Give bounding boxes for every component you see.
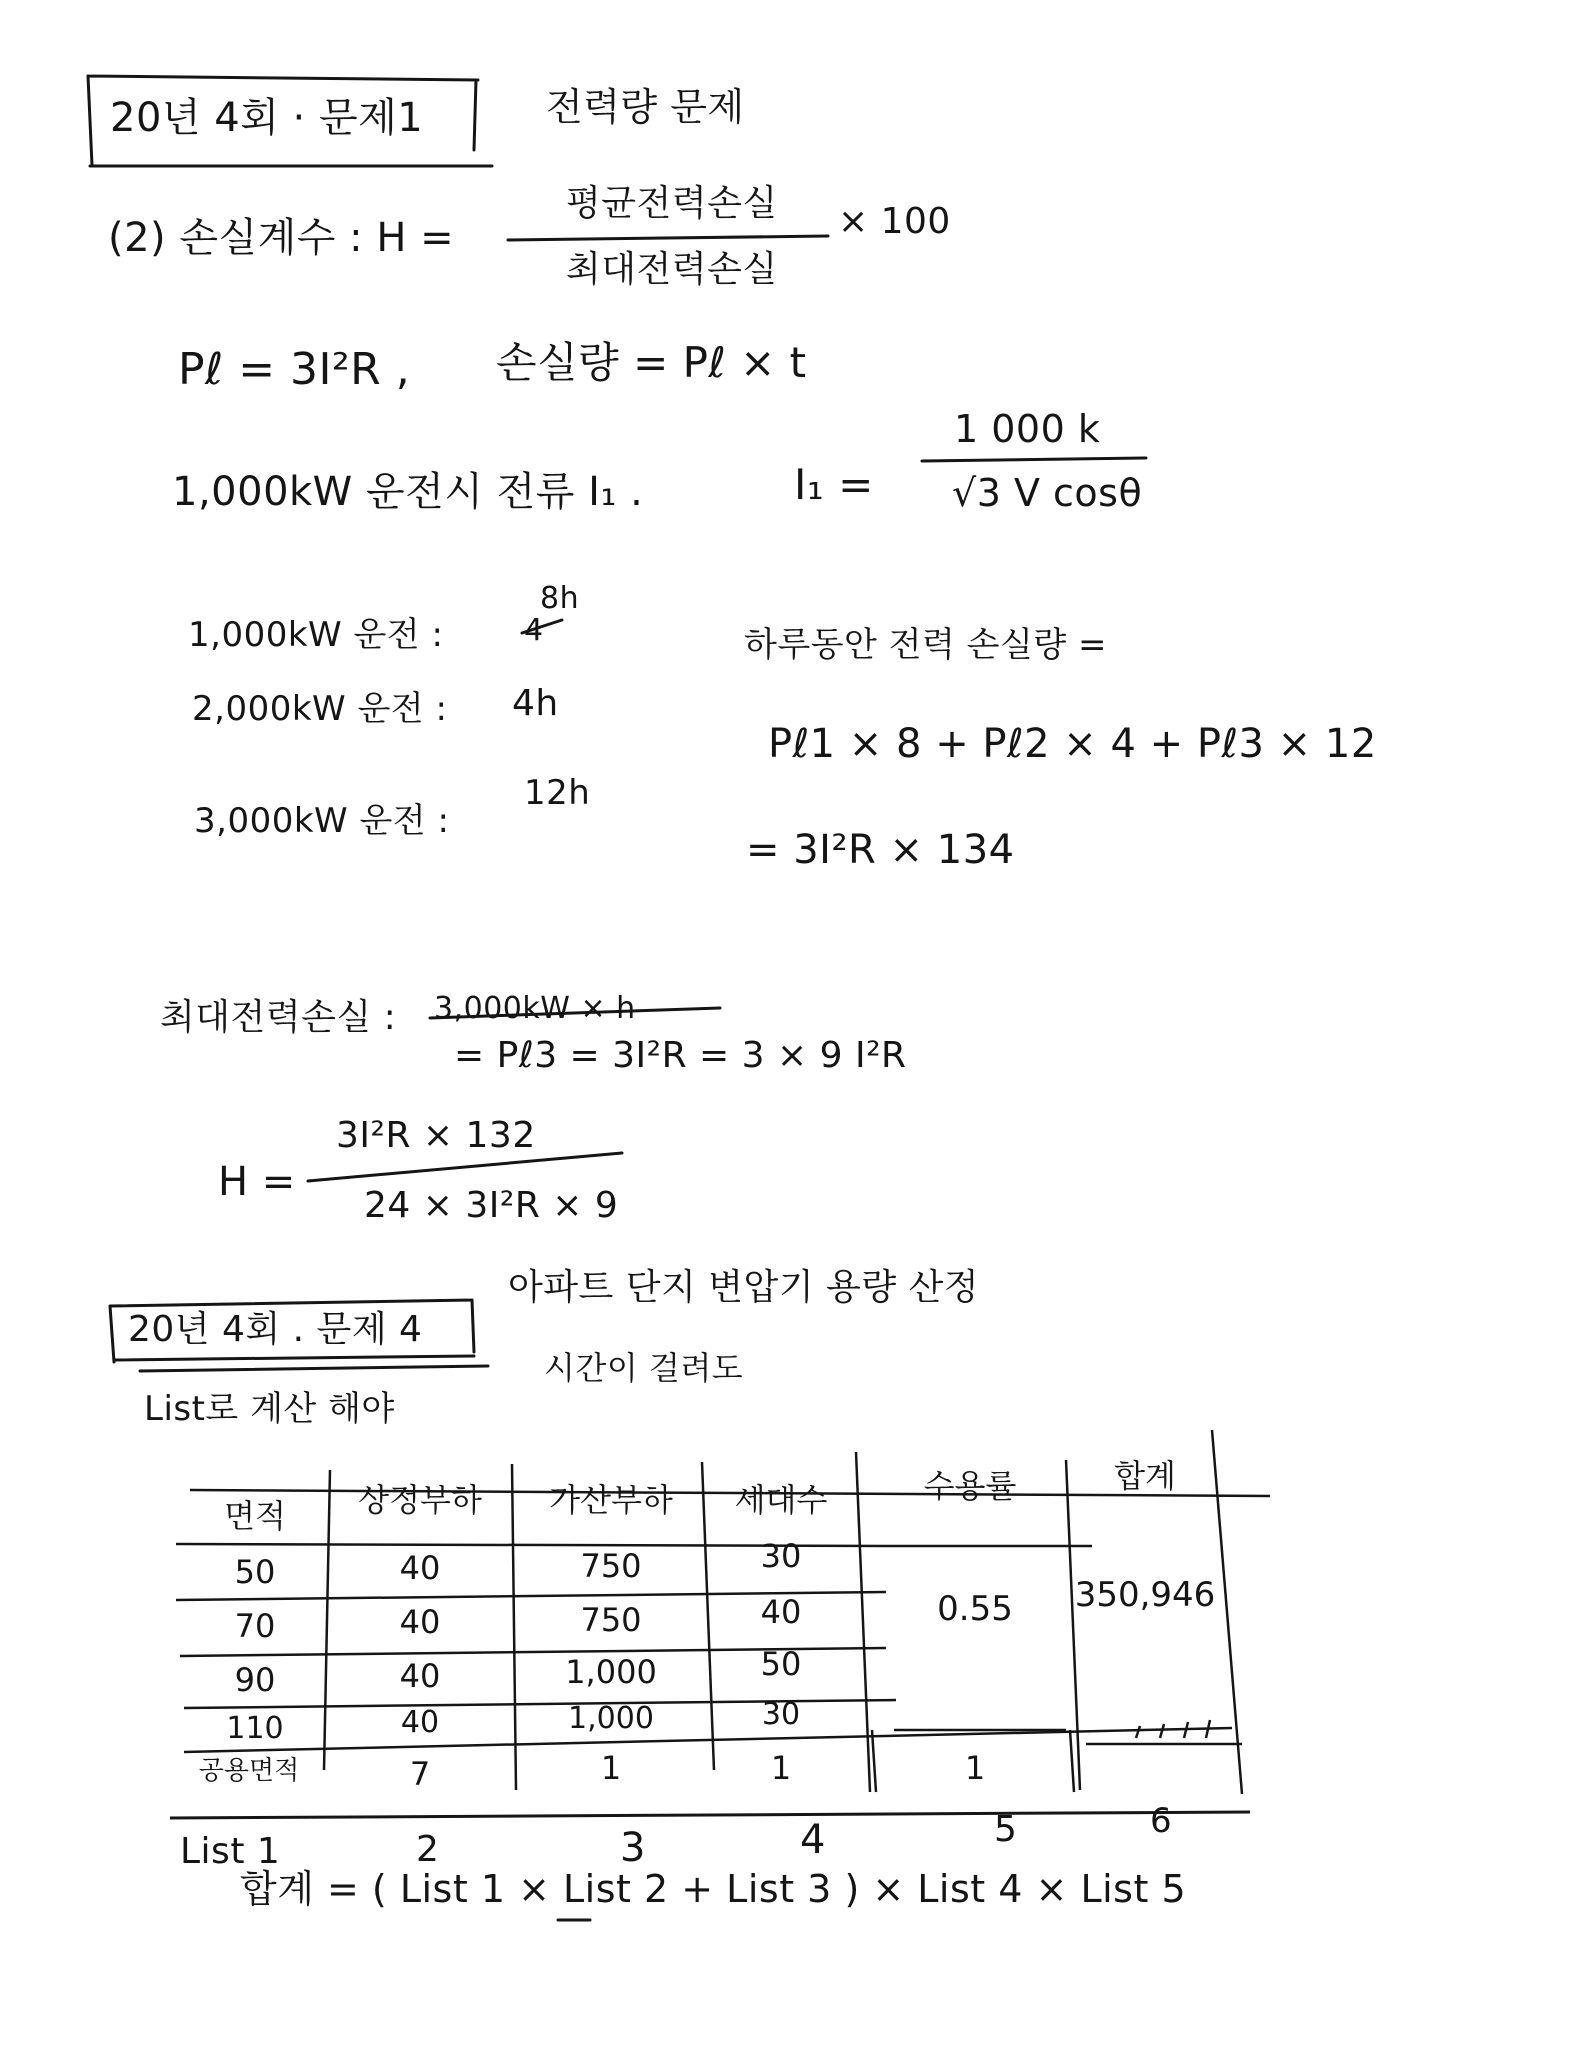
table-cell: 30 bbox=[761, 1697, 801, 1732]
table-cell: 110 bbox=[226, 1711, 284, 1746]
table-cell: 50 bbox=[234, 1553, 276, 1591]
daily-loss-expression: Pℓ1 × 8 + Pℓ2 × 4 + Pℓ3 × 12 bbox=[768, 721, 1377, 767]
max-loss-expression: = Pℓ3 = 3I²R = 3 × 9 I²R bbox=[454, 1035, 907, 1076]
total-formula: 합계 = ( List 1 × List 2 + List 3 ) × List 4 × List 5 bbox=[240, 1867, 1187, 1911]
table-cell: 1 bbox=[600, 1749, 622, 1787]
h-numerator: 3I²R × 132 bbox=[336, 1115, 536, 1156]
list-label-6: 6 bbox=[1150, 1801, 1173, 1841]
demand-factor-value: 0.55 bbox=[937, 1589, 1013, 1629]
h-label: H = bbox=[218, 1159, 296, 1205]
table-header-total: 합계 bbox=[1114, 1457, 1176, 1495]
current-definition: 1,000kW 운전시 전류 I₁ . bbox=[172, 469, 644, 515]
i1-label: I₁ = bbox=[794, 460, 874, 509]
daily-loss-label: 하루동안 전력 손실량 = bbox=[744, 625, 1108, 665]
section1-title: 20년 4회 · 문제1 bbox=[110, 95, 424, 141]
table-cell: 90 bbox=[234, 1661, 276, 1699]
loss-amount-formula: 손실량 = Pℓ × t bbox=[496, 338, 807, 387]
table-cell: 40 bbox=[760, 1593, 802, 1631]
section2-topic-line2: 시간이 걸려도 bbox=[544, 1349, 744, 1387]
operation-1-hours: 8h bbox=[540, 581, 580, 616]
operation-1-struck: 4 bbox=[524, 613, 544, 648]
table-header-demand-factor: 수용률 bbox=[923, 1467, 1017, 1505]
list-calc-note: List로 계산 해야 bbox=[144, 1389, 395, 1429]
table-cell: 1 bbox=[964, 1749, 986, 1787]
table-cell: 30 bbox=[760, 1537, 802, 1575]
fraction1-denominator: 최대전력손실 bbox=[566, 249, 778, 290]
table-cell: 40 bbox=[399, 1549, 441, 1587]
operation-2-hours: 4h bbox=[512, 683, 559, 724]
table-header-area: 면적 bbox=[224, 1497, 286, 1535]
pl-formula: Pℓ = 3I²R , bbox=[178, 344, 411, 395]
loss-coefficient-label: (2) 손실계수 : H = bbox=[108, 215, 455, 261]
operation-3-label: 3,000kW 운전 : bbox=[194, 801, 450, 841]
fraction1-multiplier: × 100 bbox=[838, 201, 951, 242]
table-cell: 7 bbox=[409, 1755, 431, 1793]
operation-2-label: 2,000kW 운전 : bbox=[192, 689, 448, 729]
fraction1-numerator: 평균전력손실 bbox=[566, 183, 778, 224]
i1-numerator: 1 000 k bbox=[954, 407, 1101, 451]
table-header-households: 세대수 bbox=[734, 1481, 828, 1519]
i1-denominator: √3 V cosθ bbox=[952, 471, 1143, 515]
list-label-3: 3 bbox=[620, 1825, 646, 1871]
max-loss-label: 최대전력손실 : bbox=[160, 997, 397, 1038]
list-label-5: 5 bbox=[994, 1809, 1018, 1850]
table-cell: 50 bbox=[760, 1645, 802, 1683]
total-value: 350,946 bbox=[1074, 1575, 1216, 1615]
table-cell: 40 bbox=[399, 1657, 441, 1695]
table-cell: 1 bbox=[770, 1749, 792, 1787]
list-label-2: 2 bbox=[416, 1829, 440, 1870]
section2-topic-line1: 아파트 단지 변압기 용량 산정 bbox=[508, 1267, 980, 1308]
max-loss-struck: 3,000kW × h bbox=[434, 991, 636, 1026]
section2-title: 20년 4회 . 문제 4 bbox=[128, 1309, 423, 1350]
table-header-added-load: 가산부하 bbox=[549, 1481, 673, 1519]
table-cell: 40 bbox=[400, 1705, 440, 1740]
table-cell: 70 bbox=[234, 1607, 276, 1645]
list-label-4: 4 bbox=[800, 1817, 826, 1863]
table-cell: 1,000 bbox=[565, 1653, 657, 1691]
table-cell: 750 bbox=[580, 1601, 642, 1639]
table-cell: 1,000 bbox=[568, 1701, 654, 1736]
table-cell: 40 bbox=[399, 1603, 441, 1641]
daily-loss-result: = 3I²R × 134 bbox=[746, 827, 1015, 873]
list-label-1: List 1 bbox=[180, 1831, 281, 1872]
operation-3-hours: 12h bbox=[524, 773, 591, 813]
h-denominator: 24 × 3I²R × 9 bbox=[364, 1185, 619, 1226]
section1-topic: 전력량 문제 bbox=[546, 85, 745, 129]
table-cell: 750 bbox=[580, 1547, 642, 1585]
operation-1-label: 1,000kW 운전 : bbox=[188, 615, 444, 655]
table-shared-area-label: 공용면적 bbox=[198, 1756, 300, 1786]
table-header-base-load: 상정부하 bbox=[358, 1481, 482, 1519]
